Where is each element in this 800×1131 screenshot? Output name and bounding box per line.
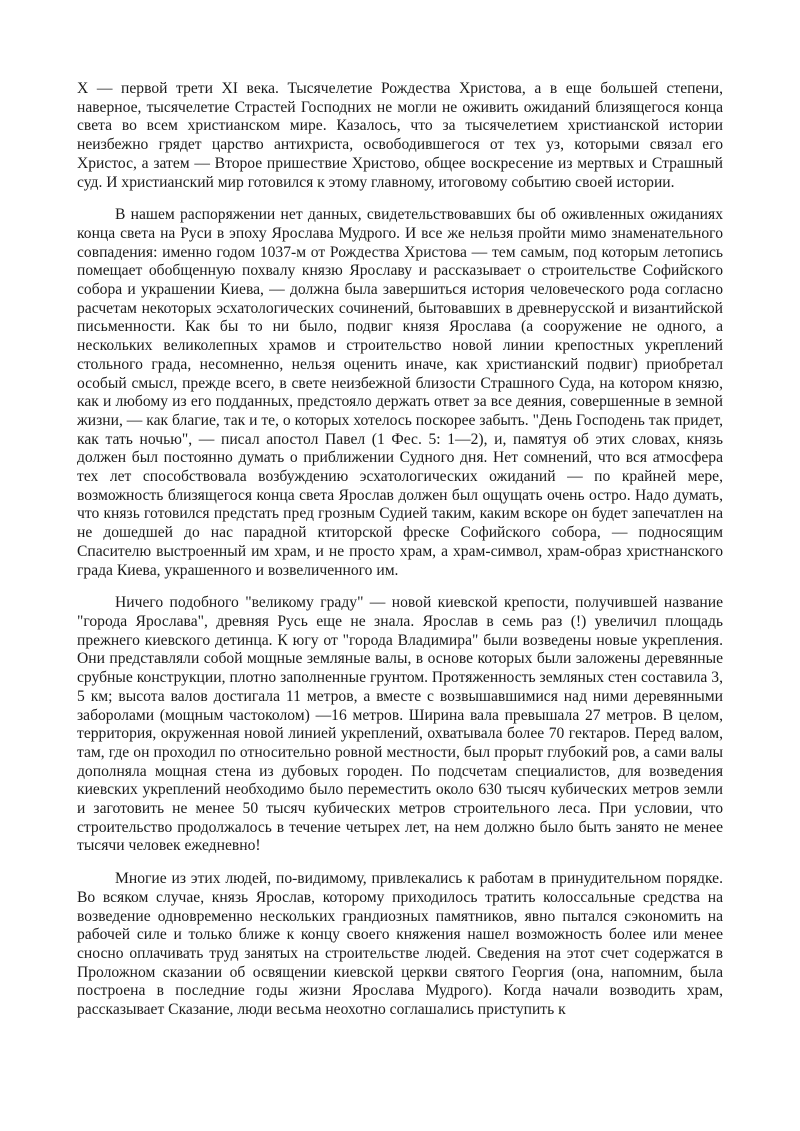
paragraph-3: Ничего подобного "великому граду" — новой киевской крепости, получившей название "города Ярослава", древняя Русь еще не знала. Ярослав в семь раз (!) увеличил площадь прежнего киевского детинца. К югу от "города Владимира" были возведены новые укрепления. Они представляли собой мощные земляные валы, в основе которых были заложены деревянные срубные конструкции, плотно заполненные грунтом. Протяженность земляных стен составила 3, 5 км; высота валов достигала 11 метров, а вместе с возвышавшимися над ними деревянными заборолами (мощным частоколом) —16 метров. Ширина вала превышала 27 метров. В целом, территория, окруженная новой линией укреплений, охватывала более 70 гектаров. Перед валом, там, где он проходил по относительно ровной местности, был прорыт глубокий ров, а сами валы дополняла мощная стена из дубовых городен. По подсчетам специалистов, для возведения киевских укреплений необходимо было переместить около 630 тысяч кубических метров земли и заготовить не менее 50 тысяч кубических метров строительного леса. При условии, что строительство продолжалось в течение четырех лет, на нем должно было быть занято не менее тысячи человек ежедневно! — [77, 594, 723, 855]
paragraph-2: В нашем распоряжении нет данных, свидетельствовавших бы об оживленных ожиданиях конца света на Руси в эпоху Ярослава Мудрого. И все же нельзя пройти мимо знаменательного совпадения: именно годом 1037-м от Рождества Христова — тем самым, под которым летопись помещает обобщенную похвалу князю Ярославу и рассказывает о строительстве Софийского собора и украшении Киева, — должна была завершиться история человеческого рода согласно расчетам некоторых эсхатологических сочинений, бытовавших в древнерусской и византийской письменности. Как бы то ни было, подвиг князя Ярослава (а сооружение не одного, а нескольких великолепных храмов и строительство новой линии крепостных укреплений стольного града, несомненно, нельзя оценить иначе, как христианский подвиг) приобретал особый смысл, прежде всего, в свете неизбежной близости Страшного Суда, на котором князю, как и любому из его подданных, предстояло держать ответ за все деяния, совершенные в земной жизни, — как благие, так и те, о которых хотелось поскорее забыть. "День Господень так придет, как тать ночью", — писал апостол Павел (1 Фес. 5: 1—2), и, памятуя об этих словах, князь должен был постоянно думать о приближении Судного дня. Нет сомнений, что вся атмосфера тех лет способствовала возбуждению эсхатологических ожиданий — по крайней мере, возможность близящегося конца света Ярослав должен был ощущать очень остро. Надо думать, что князь готовился предстать пред грозным Судией таким, каким вскоре он будет запечатлен на не дошедшей до нас парадной ктиторской фреске Софийского собора, — подносящим Спасителю выстроенный им храм, и не просто храм, а храм-символ, храм-образ христнанского града Киева, украшенного и возвеличенного им. — [77, 206, 723, 579]
paragraph-4: Многие из этих людей, по-видимому, привлекались к работам в принудительном порядке. Во всяком случае, князь Ярослав, которому приходилось тратить колоссальные средства на возведение одновременно нескольких грандиозных памятников, явно пытался сэкономить на рабочей силе и только ближе к концу своего княжения нашел возможность более или менее сносно оплачивать труд занятых на строительстве людей. Сведения на этот счет содержатся в Проложном сказании об освящении киевской церкви святого Георгия (она, напомним, была построена в последние годы жизни Ярослава Мудрого). Когда начали возводить храм, рассказывает Сказание, люди весьма неохотно соглашались приступить к — [77, 870, 723, 1019]
paragraph-1: X — первой трети XI века. Тысячелетие Рождества Христова, а в еще большей степени, наверное, тысячелетие Страстей Господних не могли не оживить ожиданий близящегося конца света во всем христианском мире. Казалось, что за тысячелетием христианской истории неизбежно грядет царство антихриста, освободившегося от тех уз, которыми связал его Христос, а затем — Второе пришествие Христово, общее воскресение из мертвых и Страшный суд. И христианский мир готовился к этому главному, итоговому событию своей истории. — [77, 80, 723, 191]
document-page — [77, 80, 723, 1034]
